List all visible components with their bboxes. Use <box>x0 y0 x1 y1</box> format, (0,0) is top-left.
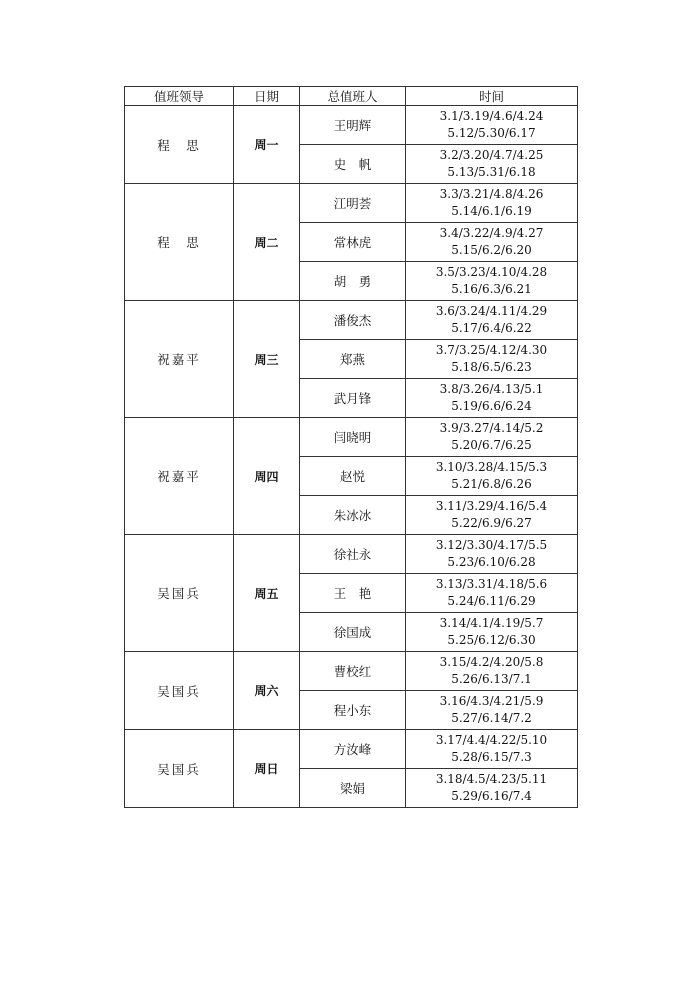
person-cell: 王 艳 <box>300 574 406 613</box>
date-line: 5.17/6.4/6.22 <box>451 321 532 335</box>
dates-cell <box>406 496 578 535</box>
table-body <box>125 106 578 808</box>
dates-cell <box>406 457 578 496</box>
weekday-cell: 周二 <box>234 184 300 301</box>
date-line: 5.20/6.7/6.25 <box>451 438 532 452</box>
dates-cell <box>406 691 578 730</box>
dates-cell <box>406 769 578 808</box>
dates-cell <box>406 535 578 574</box>
date-line: 5.22/6.9/6.27 <box>451 516 532 530</box>
person-cell: 江明荟 <box>300 184 406 223</box>
date-line: 3.14/4.1/4.19/5.7 <box>439 616 544 630</box>
header-dates: 时间 <box>406 87 578 106</box>
date-line: 3.6/3.24/4.11/4.29 <box>435 304 548 318</box>
date-line: 5.19/6.6/6.24 <box>451 399 532 413</box>
weekday-cell: 周日 <box>234 730 300 808</box>
leader-cell: 祝嘉平 <box>125 301 234 418</box>
date-line: 5.23/6.10/6.28 <box>447 555 536 569</box>
date-line: 3.17/4.4/4.22/5.10 <box>435 733 548 747</box>
dates-cell <box>406 184 578 223</box>
date-line: 3.11/3.29/4.16/5.4 <box>435 499 548 513</box>
date-line: 3.12/3.30/4.17/5.5 <box>435 538 548 552</box>
leader-cell: 程 思 <box>125 184 234 301</box>
table-row <box>125 535 578 574</box>
date-line: 5.24/6.11/6.29 <box>447 594 536 608</box>
leader-cell: 吴国兵 <box>125 730 234 808</box>
date-line: 3.4/3.22/4.9/4.27 <box>439 226 544 240</box>
person-cell: 常林虎 <box>300 223 406 262</box>
person-cell: 梁娟 <box>300 769 406 808</box>
dates-cell <box>406 652 578 691</box>
header-leader: 值班领导 <box>125 87 234 106</box>
dates-cell <box>406 340 578 379</box>
leader-cell: 程 思 <box>125 106 234 184</box>
weekday-cell: 周六 <box>234 652 300 730</box>
leader-cell: 吴国兵 <box>125 535 234 652</box>
header-day: 日期 <box>234 87 300 106</box>
person-cell: 曹校红 <box>300 652 406 691</box>
date-line: 5.25/6.12/6.30 <box>447 633 536 647</box>
dates-cell <box>406 730 578 769</box>
weekday-cell: 周五 <box>234 535 300 652</box>
date-line: 5.28/6.15/7.3 <box>451 750 532 764</box>
date-line: 3.7/3.25/4.12/4.30 <box>435 343 548 357</box>
person-cell: 朱冰冰 <box>300 496 406 535</box>
person-cell: 潘俊杰 <box>300 301 406 340</box>
table-row <box>125 301 578 340</box>
date-line: 5.29/6.16/7.4 <box>451 789 532 803</box>
date-line: 5.13/5.31/6.18 <box>447 165 536 179</box>
person-cell: 胡 勇 <box>300 262 406 301</box>
date-line: 3.9/3.27/4.14/5.2 <box>439 421 544 435</box>
date-line: 3.18/4.5/4.23/5.11 <box>435 772 548 786</box>
date-line: 3.16/4.3/4.21/5.9 <box>439 694 544 708</box>
date-line: 5.15/6.2/6.20 <box>451 243 532 257</box>
weekday-cell: 周三 <box>234 301 300 418</box>
header-person: 总值班人 <box>300 87 406 106</box>
dates-cell <box>406 418 578 457</box>
date-line: 5.26/6.13/7.1 <box>451 672 532 686</box>
person-cell: 史 帆 <box>300 145 406 184</box>
table-row <box>125 106 578 145</box>
dates-cell <box>406 379 578 418</box>
dates-cell <box>406 574 578 613</box>
weekday-cell: 周一 <box>234 106 300 184</box>
date-line: 3.15/4.2/4.20/5.8 <box>439 655 544 669</box>
dates-cell <box>406 613 578 652</box>
duty-schedule-table <box>124 86 578 808</box>
date-line: 5.14/6.1/6.19 <box>451 204 532 218</box>
date-line: 3.1/3.19/4.6/4.24 <box>439 109 544 123</box>
date-line: 5.16/6.3/6.21 <box>451 282 532 296</box>
table-row <box>125 652 578 691</box>
date-line: 3.2/3.20/4.7/4.25 <box>439 148 544 162</box>
date-line: 3.10/3.28/4.15/5.3 <box>435 460 548 474</box>
dates-cell <box>406 301 578 340</box>
table-header-row <box>125 87 578 106</box>
person-cell: 武月锋 <box>300 379 406 418</box>
dates-cell <box>406 223 578 262</box>
dates-cell <box>406 106 578 145</box>
table-row <box>125 418 578 457</box>
date-line: 5.21/6.8/6.26 <box>451 477 532 491</box>
date-line: 5.12/5.30/6.17 <box>447 126 536 140</box>
person-cell: 赵悦 <box>300 457 406 496</box>
person-cell: 徐社永 <box>300 535 406 574</box>
person-cell: 方汝峰 <box>300 730 406 769</box>
date-line: 5.27/6.14/7.2 <box>451 711 532 725</box>
table-row <box>125 184 578 223</box>
date-line: 3.3/3.21/4.8/4.26 <box>439 187 544 201</box>
person-cell: 闫晓明 <box>300 418 406 457</box>
date-line: 3.13/3.31/4.18/5.6 <box>435 577 548 591</box>
leader-cell: 吴国兵 <box>125 652 234 730</box>
person-cell: 王明辉 <box>300 106 406 145</box>
date-line: 5.18/6.5/6.23 <box>451 360 532 374</box>
table-row <box>125 730 578 769</box>
person-cell: 徐国成 <box>300 613 406 652</box>
weekday-cell: 周四 <box>234 418 300 535</box>
leader-cell: 祝嘉平 <box>125 418 234 535</box>
dates-cell <box>406 262 578 301</box>
dates-cell <box>406 145 578 184</box>
person-cell: 郑燕 <box>300 340 406 379</box>
date-line: 3.5/3.23/4.10/4.28 <box>435 265 548 279</box>
person-cell: 程小东 <box>300 691 406 730</box>
date-line: 3.8/3.26/4.13/5.1 <box>439 382 544 396</box>
